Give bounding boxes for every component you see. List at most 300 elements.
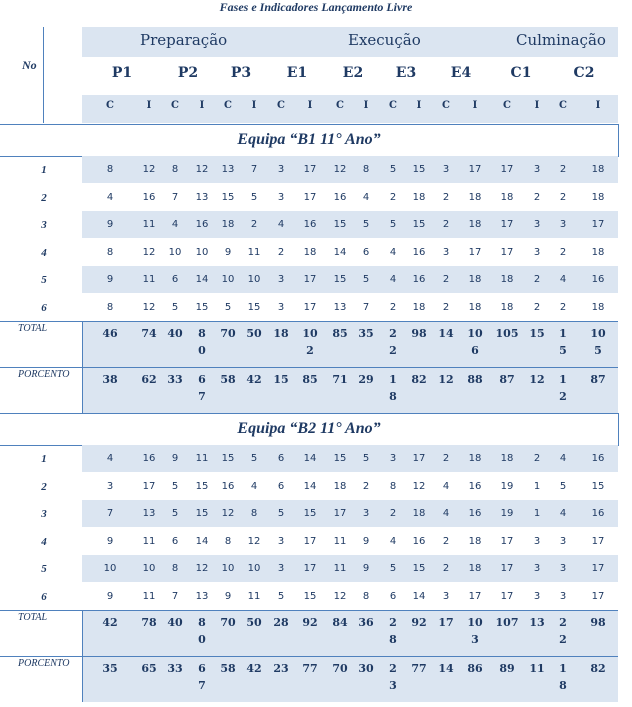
table-cell: 2 bbox=[362, 480, 370, 492]
table-cell: 12 bbox=[333, 164, 347, 175]
table-cell: 18 bbox=[412, 301, 426, 313]
table-cell: 11 bbox=[333, 563, 347, 574]
percent-cell: 87 bbox=[590, 373, 606, 386]
table-cell: 17 bbox=[303, 535, 317, 547]
table-cell: 7 bbox=[171, 191, 179, 203]
table-cell: 4 bbox=[250, 480, 258, 492]
table-cell: 16 bbox=[591, 508, 605, 519]
table-cell: 4 bbox=[389, 246, 397, 258]
table-cell: 5 bbox=[277, 590, 285, 602]
team-title-text: Equipa “B2 11° Ano” bbox=[237, 420, 381, 437]
table-cell: 7 bbox=[106, 508, 114, 519]
table-cell: 17 bbox=[591, 535, 605, 547]
table-cell: 17 bbox=[303, 301, 317, 313]
total-cell: 107 bbox=[495, 616, 519, 629]
table-cell: 14 bbox=[195, 535, 209, 547]
table-cell: 6 bbox=[362, 246, 370, 258]
table-cell: 11 bbox=[247, 246, 261, 258]
table-row bbox=[0, 266, 618, 293]
table-cell: 9 bbox=[106, 535, 114, 547]
table-cell: 12 bbox=[221, 508, 235, 519]
indicator-label: E2 bbox=[342, 65, 364, 81]
table-cell: 8 bbox=[171, 164, 179, 175]
table-cell: 18 bbox=[591, 301, 605, 313]
table-cell: 17 bbox=[500, 164, 514, 175]
table-cell: 17 bbox=[591, 219, 605, 230]
table-cell: 13 bbox=[333, 301, 347, 313]
row-number: 5 bbox=[41, 563, 47, 575]
total-cell: 105 bbox=[495, 327, 519, 340]
subcolumn-label: I bbox=[416, 100, 422, 111]
table-cell: 15 bbox=[195, 508, 209, 519]
table-cell: 16 bbox=[221, 480, 235, 492]
table-row bbox=[0, 583, 618, 610]
table-cell: 18 bbox=[500, 274, 514, 285]
table-cell: 16 bbox=[412, 274, 426, 285]
table-row bbox=[0, 294, 618, 321]
percent-cell: 11 bbox=[529, 662, 545, 675]
table-cell: 12 bbox=[142, 246, 156, 258]
indicator-label: E4 bbox=[450, 65, 472, 81]
table-cell: 12 bbox=[195, 563, 209, 574]
table-cell: 3 bbox=[533, 164, 541, 175]
subcolumn-label: I bbox=[251, 100, 257, 111]
table-row bbox=[0, 528, 618, 555]
table-cell: 3 bbox=[533, 246, 541, 258]
percent-cell: 33 bbox=[167, 662, 183, 675]
table-cell: 3 bbox=[277, 535, 285, 547]
total-cell: 1 5 bbox=[559, 327, 567, 357]
indicator-label: E3 bbox=[395, 65, 417, 81]
subcolumn-label: C bbox=[171, 100, 179, 111]
table-cell: 12 bbox=[333, 590, 347, 602]
table-cell: 12 bbox=[247, 535, 261, 547]
table-cell: 15 bbox=[591, 480, 605, 492]
percent-cell: 86 bbox=[467, 662, 483, 675]
total-cell: 70 bbox=[220, 327, 236, 340]
percent-cell: 71 bbox=[332, 373, 348, 386]
table-cell: 11 bbox=[333, 535, 347, 547]
total-cell: 10 5 bbox=[590, 327, 606, 357]
percent-cell: 85 bbox=[302, 373, 318, 386]
table-cell: 6 bbox=[277, 480, 285, 492]
subcolumn-label: C bbox=[442, 100, 450, 111]
percent-cell: 2 3 bbox=[389, 662, 397, 692]
table-cell: 19 bbox=[500, 508, 514, 519]
header-divider bbox=[43, 27, 44, 123]
table-cell: 1 bbox=[533, 480, 541, 492]
table-cell: 2 bbox=[442, 219, 450, 230]
phase-label: Execução bbox=[348, 31, 421, 49]
table-cell: 14 bbox=[303, 453, 317, 464]
percent-cell: 88 bbox=[467, 373, 483, 386]
table-cell: 11 bbox=[247, 590, 261, 602]
table-row bbox=[0, 555, 618, 582]
row-number: 3 bbox=[41, 508, 47, 520]
table-cell: 18 bbox=[468, 563, 482, 574]
total-cell: 10 2 bbox=[302, 327, 318, 357]
table-cell: 15 bbox=[412, 219, 426, 230]
row-number: 1 bbox=[41, 164, 47, 176]
total-cell: 92 bbox=[411, 616, 427, 629]
subcolumn-label: I bbox=[363, 100, 369, 111]
total-cell: 10 3 bbox=[467, 616, 483, 646]
table-cell: 11 bbox=[142, 219, 156, 230]
table-cell: 10 bbox=[103, 563, 117, 574]
table-cell: 5 bbox=[362, 453, 370, 464]
row-number: 5 bbox=[41, 274, 47, 286]
table-cell: 3 bbox=[442, 246, 450, 258]
indicator-label: P2 bbox=[177, 65, 199, 81]
table-cell: 4 bbox=[362, 191, 370, 203]
table-cell: 12 bbox=[142, 301, 156, 313]
subcolumn-label: I bbox=[307, 100, 313, 111]
table-cell: 16 bbox=[142, 453, 156, 464]
table-cell: 16 bbox=[333, 191, 347, 203]
table-cell: 8 bbox=[362, 164, 370, 175]
table-cell: 15 bbox=[221, 453, 235, 464]
total-cell: 36 bbox=[358, 616, 374, 629]
total-cell: 40 bbox=[167, 616, 183, 629]
table-row bbox=[0, 211, 618, 238]
table-cell: 17 bbox=[412, 453, 426, 464]
subcolumn-label: C bbox=[559, 100, 567, 111]
table-cell: 5 bbox=[389, 219, 397, 230]
table-cell: 12 bbox=[195, 164, 209, 175]
row-number: 3 bbox=[41, 219, 47, 231]
table-cell: 2 bbox=[442, 301, 450, 313]
table-cell: 2 bbox=[389, 191, 397, 203]
table-cell: 18 bbox=[591, 246, 605, 258]
table-cell: 10 bbox=[142, 563, 156, 574]
table-cell: 10 bbox=[168, 246, 182, 258]
table-cell: 18 bbox=[591, 191, 605, 203]
percent-cell: 77 bbox=[302, 662, 318, 675]
table-caption: Fases e Indicadores Lançamento Livre bbox=[219, 0, 413, 14]
table-cell: 10 bbox=[195, 246, 209, 258]
percent-cell: 1 8 bbox=[559, 662, 567, 692]
row-number: 6 bbox=[41, 301, 47, 314]
table-cell: 2 bbox=[533, 453, 541, 464]
table-cell: 17 bbox=[333, 508, 347, 519]
table-cell: 3 bbox=[533, 590, 541, 602]
table-cell: 2 bbox=[389, 508, 397, 519]
table-cell: 17 bbox=[468, 164, 482, 175]
percent-cell: 65 bbox=[141, 662, 157, 675]
table-cell: 17 bbox=[303, 274, 317, 285]
table-cell: 18 bbox=[591, 164, 605, 175]
table-cell: 4 bbox=[106, 453, 114, 464]
table-cell: 2 bbox=[442, 563, 450, 574]
table-cell: 2 bbox=[250, 219, 258, 230]
table-cell: 5 bbox=[171, 508, 179, 519]
total-row bbox=[0, 321, 618, 367]
table-cell: 17 bbox=[500, 246, 514, 258]
table-cell: 18 bbox=[333, 480, 347, 492]
table-cell: 5 bbox=[250, 191, 258, 203]
total-cell: 8 0 bbox=[198, 327, 206, 357]
table-cell: 4 bbox=[106, 191, 114, 203]
table-cell: 3 bbox=[559, 219, 567, 230]
phase-label: Culminação bbox=[516, 31, 606, 49]
table-row bbox=[0, 473, 618, 500]
table-cell: 9 bbox=[171, 453, 179, 464]
table-cell: 9 bbox=[106, 590, 114, 602]
total-cell: 17 bbox=[438, 616, 454, 629]
percent-cell: 42 bbox=[246, 373, 262, 386]
table-cell: 4 bbox=[442, 508, 450, 519]
percent-label: PORCENTO bbox=[18, 658, 70, 669]
table-cell: 17 bbox=[500, 535, 514, 547]
table-cell: 4 bbox=[442, 480, 450, 492]
table-cell: 4 bbox=[559, 453, 567, 464]
table-cell: 17 bbox=[303, 563, 317, 574]
table-cell: 19 bbox=[500, 480, 514, 492]
total-cell: 50 bbox=[246, 327, 262, 340]
subcolumn-label: C bbox=[336, 100, 344, 111]
team-title bbox=[0, 124, 619, 157]
table-cell: 11 bbox=[195, 453, 209, 464]
table-cell: 17 bbox=[468, 590, 482, 602]
table-cell: 4 bbox=[277, 219, 285, 230]
indicator-label: C1 bbox=[510, 65, 532, 81]
total-cell: 15 bbox=[529, 327, 545, 340]
total-label: TOTAL bbox=[18, 323, 48, 334]
subcolumn-label: I bbox=[534, 100, 540, 111]
percent-cell: 15 bbox=[273, 373, 289, 386]
row-divider bbox=[82, 611, 83, 656]
table-cell: 8 bbox=[389, 480, 397, 492]
row-number: 4 bbox=[41, 246, 47, 259]
total-cell: 10 6 bbox=[467, 327, 483, 357]
table-cell: 2 bbox=[533, 274, 541, 285]
table-cell: 9 bbox=[224, 246, 232, 258]
row-number: 2 bbox=[41, 191, 47, 204]
table-cell: 2 bbox=[559, 301, 567, 313]
table-cell: 8 bbox=[171, 563, 179, 574]
table-cell: 3 bbox=[277, 301, 285, 313]
table-cell: 7 bbox=[250, 164, 258, 175]
table-cell: 18 bbox=[468, 274, 482, 285]
table-cell: 15 bbox=[221, 191, 235, 203]
table-cell: 13 bbox=[195, 191, 209, 203]
total-cell: 84 bbox=[332, 616, 348, 629]
percent-cell: 77 bbox=[411, 662, 427, 675]
percent-cell: 29 bbox=[358, 373, 374, 386]
table-cell: 17 bbox=[591, 590, 605, 602]
table-cell: 15 bbox=[333, 219, 347, 230]
table-cell: 3 bbox=[389, 453, 397, 464]
table-cell: 16 bbox=[412, 246, 426, 258]
table-cell: 8 bbox=[362, 590, 370, 602]
percent-cell: 1 2 bbox=[559, 373, 567, 403]
table-cell: 8 bbox=[106, 301, 114, 313]
table-cell: 15 bbox=[247, 301, 261, 313]
percent-cell: 42 bbox=[246, 662, 262, 675]
total-label: TOTAL bbox=[18, 612, 48, 623]
table-cell: 17 bbox=[500, 563, 514, 574]
percent-cell: 82 bbox=[590, 662, 606, 675]
table-cell: 17 bbox=[303, 164, 317, 175]
table-cell: 10 bbox=[221, 563, 235, 574]
team-title-text: Equipa “B1 11° Ano” bbox=[237, 131, 381, 148]
table-cell: 3 bbox=[559, 535, 567, 547]
row-divider bbox=[82, 368, 83, 413]
percent-cell: 12 bbox=[529, 373, 545, 386]
table-cell: 14 bbox=[333, 246, 347, 258]
table-cell: 18 bbox=[468, 219, 482, 230]
table-row bbox=[0, 445, 618, 472]
total-cell: 85 bbox=[332, 327, 348, 340]
table-cell: 14 bbox=[412, 590, 426, 602]
table-cell: 17 bbox=[500, 219, 514, 230]
team-title bbox=[0, 413, 619, 446]
percent-cell: 12 bbox=[438, 373, 454, 386]
indicator-label: P3 bbox=[230, 65, 252, 81]
table-cell: 5 bbox=[559, 480, 567, 492]
table-cell: 17 bbox=[500, 590, 514, 602]
table-cell: 18 bbox=[500, 301, 514, 313]
table-cell: 18 bbox=[468, 453, 482, 464]
table-cell: 13 bbox=[142, 508, 156, 519]
table-cell: 3 bbox=[106, 480, 114, 492]
percent-cell: 35 bbox=[102, 662, 118, 675]
table-cell: 9 bbox=[106, 274, 114, 285]
table-cell: 12 bbox=[412, 480, 426, 492]
subcolumn-label: C bbox=[224, 100, 232, 111]
total-cell: 28 bbox=[273, 616, 289, 629]
table-cell: 16 bbox=[468, 480, 482, 492]
table-row bbox=[0, 500, 618, 527]
table-cell: 16 bbox=[142, 191, 156, 203]
table-cell: 12 bbox=[142, 164, 156, 175]
total-cell: 35 bbox=[358, 327, 374, 340]
table-cell: 8 bbox=[106, 164, 114, 175]
table-cell: 3 bbox=[533, 219, 541, 230]
total-cell: 13 bbox=[529, 616, 545, 629]
total-cell: 74 bbox=[141, 327, 157, 340]
table-cell: 16 bbox=[412, 535, 426, 547]
percent-cell: 58 bbox=[220, 373, 236, 386]
table-cell: 4 bbox=[171, 219, 179, 230]
table-cell: 18 bbox=[500, 453, 514, 464]
table-cell: 8 bbox=[250, 508, 258, 519]
table-row bbox=[0, 156, 618, 183]
table-cell: 2 bbox=[442, 453, 450, 464]
indicator-label: E1 bbox=[286, 65, 308, 81]
table-cell: 15 bbox=[303, 508, 317, 519]
percent-cell: 23 bbox=[273, 662, 289, 675]
table-cell: 3 bbox=[277, 191, 285, 203]
table-cell: 13 bbox=[195, 590, 209, 602]
table-cell: 3 bbox=[442, 164, 450, 175]
table-cell: 18 bbox=[500, 191, 514, 203]
table-cell: 8 bbox=[106, 246, 114, 258]
no-column-label: No bbox=[22, 58, 37, 72]
row-divider bbox=[82, 657, 83, 702]
percent-cell: 58 bbox=[220, 662, 236, 675]
table-cell: 5 bbox=[277, 508, 285, 519]
table-cell: 6 bbox=[171, 535, 179, 547]
table-cell: 15 bbox=[412, 164, 426, 175]
table-cell: 3 bbox=[277, 563, 285, 574]
table-cell: 18 bbox=[412, 191, 426, 203]
table-cell: 2 bbox=[442, 191, 450, 203]
total-cell: 2 2 bbox=[559, 616, 567, 646]
total-cell: 8 0 bbox=[198, 616, 206, 646]
total-cell: 70 bbox=[220, 616, 236, 629]
table-cell: 6 bbox=[277, 453, 285, 464]
percent-cell: 6 7 bbox=[198, 373, 206, 403]
table-cell: 2 bbox=[389, 301, 397, 313]
table-cell: 3 bbox=[533, 563, 541, 574]
total-cell: 78 bbox=[141, 616, 157, 629]
percent-cell: 82 bbox=[411, 373, 427, 386]
table-cell: 10 bbox=[221, 274, 235, 285]
percent-cell: 6 7 bbox=[198, 662, 206, 692]
percent-cell: 1 8 bbox=[389, 373, 397, 403]
indicator-label: P1 bbox=[111, 65, 133, 81]
total-cell: 98 bbox=[590, 616, 606, 629]
table-cell: 10 bbox=[247, 274, 261, 285]
table-cell: 2 bbox=[277, 246, 285, 258]
table-cell: 8 bbox=[224, 535, 232, 547]
subcolumn-label: C bbox=[389, 100, 397, 111]
subcolumn-label: C bbox=[277, 100, 285, 111]
table-cell: 3 bbox=[559, 590, 567, 602]
table-cell: 4 bbox=[389, 535, 397, 547]
phase-label: Preparação bbox=[140, 31, 228, 49]
table-cell: 7 bbox=[362, 301, 370, 313]
table-cell: 5 bbox=[389, 563, 397, 574]
table-cell: 16 bbox=[591, 453, 605, 464]
subcolumn-label: I bbox=[595, 100, 601, 111]
subcolumn-label: I bbox=[472, 100, 478, 111]
table-cell: 11 bbox=[142, 535, 156, 547]
total-cell: 92 bbox=[302, 616, 318, 629]
table-cell: 3 bbox=[277, 274, 285, 285]
total-cell: 42 bbox=[102, 616, 118, 629]
table-cell: 11 bbox=[142, 274, 156, 285]
total-row bbox=[0, 610, 618, 656]
table-cell: 16 bbox=[303, 219, 317, 230]
table-cell: 17 bbox=[591, 563, 605, 574]
table-cell: 5 bbox=[224, 301, 232, 313]
table-cell: 5 bbox=[171, 301, 179, 313]
total-cell: 98 bbox=[411, 327, 427, 340]
row-number: 4 bbox=[41, 535, 47, 548]
percent-cell: 62 bbox=[141, 373, 157, 386]
table-cell: 4 bbox=[559, 508, 567, 519]
table-cell: 15 bbox=[195, 301, 209, 313]
table-cell: 5 bbox=[362, 219, 370, 230]
percent-cell: 87 bbox=[499, 373, 515, 386]
subcolumn-label: C bbox=[503, 100, 511, 111]
table-cell: 10 bbox=[247, 563, 261, 574]
table-cell: 2 bbox=[559, 164, 567, 175]
table-cell: 5 bbox=[389, 164, 397, 175]
table-cell: 9 bbox=[106, 219, 114, 230]
table-cell: 18 bbox=[468, 535, 482, 547]
row-divider bbox=[82, 322, 83, 367]
table-cell: 3 bbox=[559, 563, 567, 574]
table-cell: 11 bbox=[142, 590, 156, 602]
table-cell: 3 bbox=[277, 164, 285, 175]
table-cell: 2 bbox=[533, 301, 541, 313]
row-number: 1 bbox=[41, 453, 47, 465]
table-cell: 15 bbox=[333, 453, 347, 464]
table-cell: 3 bbox=[442, 590, 450, 602]
